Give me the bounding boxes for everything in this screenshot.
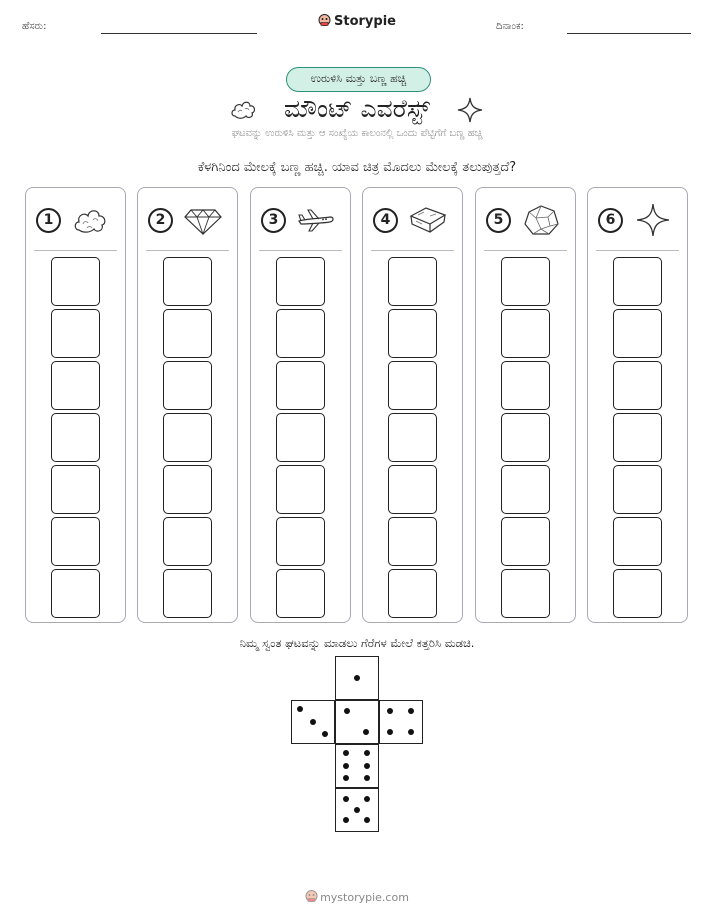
color-box[interactable]: [613, 257, 662, 306]
color-box[interactable]: [388, 257, 437, 306]
die-pip: [408, 729, 414, 735]
color-box[interactable]: [501, 257, 550, 306]
footer: [0, 889, 714, 904]
column-divider: [259, 250, 342, 251]
die-pip: [387, 708, 393, 714]
color-box[interactable]: [163, 517, 212, 566]
column-number: 1: [36, 208, 61, 233]
color-box[interactable]: [501, 309, 550, 358]
date-label: ದಿನಾಂಕ:: [496, 21, 524, 32]
die-face-3: [291, 700, 335, 744]
dice-instruction: ನಿಮ್ಮ ಸ್ವಂತ ಘಟವನ್ನು ಮಾಡಲು ಗೆರೆಗಳ ಮೇಲೆ ಕತ್ತರಿಸಿ ಮಡಚಿ.: [239, 636, 475, 650]
color-box[interactable]: [388, 413, 437, 462]
brand-name: Storypie: [334, 14, 396, 29]
die-pip: [343, 817, 349, 823]
color-box[interactable]: [388, 517, 437, 566]
diamond-icon: [183, 202, 223, 238]
page-title: ಮೌಂಟ್ ಎವರೆಸ್ಟ್: [283, 94, 431, 123]
sparkle-icon: [456, 96, 484, 124]
column-number: 2: [148, 208, 173, 233]
brand-logo: [0, 13, 714, 29]
color-box[interactable]: [501, 465, 550, 514]
column-header: [138, 202, 237, 242]
die-pip: [354, 675, 360, 681]
die-pip: [310, 719, 316, 725]
die-pip: [408, 708, 414, 714]
die-face-5: [335, 788, 379, 832]
color-box[interactable]: [276, 361, 325, 410]
column-4: [362, 187, 463, 623]
color-box[interactable]: [613, 517, 662, 566]
die-face-1: [335, 656, 379, 700]
die-pip: [364, 796, 370, 802]
column-divider: [596, 250, 679, 251]
die-pip: [343, 796, 349, 802]
color-box[interactable]: [163, 413, 212, 462]
color-box[interactable]: [163, 309, 212, 358]
column-2: [137, 187, 238, 623]
color-box[interactable]: [613, 361, 662, 410]
column-header: [251, 202, 350, 242]
color-box[interactable]: [51, 569, 100, 618]
die-face-4: [379, 700, 423, 744]
color-box[interactable]: [388, 465, 437, 514]
color-box[interactable]: [163, 257, 212, 306]
color-box[interactable]: [501, 361, 550, 410]
color-box[interactable]: [613, 309, 662, 358]
title-row: [0, 92, 714, 126]
die-face-6: [335, 744, 379, 788]
color-box[interactable]: [276, 413, 325, 462]
color-box[interactable]: [501, 517, 550, 566]
color-box[interactable]: [51, 517, 100, 566]
sparkle-icon: [633, 202, 673, 238]
color-box[interactable]: [613, 465, 662, 514]
die-pip: [344, 708, 350, 714]
die-pip: [297, 706, 303, 712]
color-box[interactable]: [276, 517, 325, 566]
column-divider: [484, 250, 567, 251]
die-pip: [387, 729, 393, 735]
color-box[interactable]: [613, 413, 662, 462]
column-header: [363, 202, 462, 242]
airplane-icon: [296, 202, 336, 238]
question: ಕೆಳಗಿನಿಂದ ಮೇಲಕ್ಕೆ ಬಣ್ಣ ಹಚ್ಚಿ. ಯಾವ ಚಿತ್ರ ಮೊದಲು ಮೇಲಕ್ಕೆ ತಲುಪುತ್ತದೆ?: [197, 160, 517, 175]
color-box[interactable]: [163, 569, 212, 618]
color-box[interactable]: [501, 569, 550, 618]
color-box[interactable]: [388, 569, 437, 618]
date-line: [567, 33, 691, 34]
color-box[interactable]: [276, 257, 325, 306]
die-pip: [354, 807, 360, 813]
column-number: 4: [373, 208, 398, 233]
column-divider: [371, 250, 454, 251]
cloud-icon: [229, 96, 257, 122]
column-1: [25, 187, 126, 623]
die-face-2: [335, 700, 379, 744]
column-divider: [146, 250, 229, 251]
color-box[interactable]: [163, 465, 212, 514]
die-pip: [343, 763, 349, 769]
die-pip: [364, 775, 370, 781]
cloud-icon: [71, 202, 111, 238]
mascot-icon: [305, 889, 318, 903]
activity-tag: ಉರುಳಿಸಿ ಮತ್ತು ಬಣ್ಣ ಹಚ್ಚಿ: [286, 67, 431, 92]
column-header: [588, 202, 687, 242]
column-5: [475, 187, 576, 623]
color-box[interactable]: [51, 309, 100, 358]
column-header: [476, 202, 575, 242]
die-pip: [343, 750, 349, 756]
column-header: [26, 202, 125, 242]
color-box[interactable]: [613, 569, 662, 618]
color-box[interactable]: [51, 257, 100, 306]
ice-block-icon: [408, 202, 448, 238]
color-box[interactable]: [51, 413, 100, 462]
subtitle: ಘಟವನ್ನು ಉರುಳಿಸಿ ಮತ್ತು ಆ ಸಂಖ್ಯೆಯ ಕಾಲಂನಲ್ಲಿ ಒಂದು ಪೆಟ್ಟಿಗೆಗೆ ಬಣ್ಣ ಹಚ್ಚಿ: [231, 128, 483, 139]
die-pip: [364, 817, 370, 823]
column-number: 5: [486, 208, 511, 233]
color-box[interactable]: [51, 465, 100, 514]
color-box[interactable]: [276, 309, 325, 358]
column-3: [250, 187, 351, 623]
die-pip: [343, 775, 349, 781]
rock-icon: [521, 202, 561, 238]
footer-url: mystorypie.com: [320, 891, 409, 904]
die-pip: [363, 729, 369, 735]
color-box[interactable]: [388, 361, 437, 410]
name-line: [101, 33, 257, 34]
color-box[interactable]: [501, 413, 550, 462]
name-label: ಹೆಸರು:: [22, 21, 47, 32]
color-box[interactable]: [388, 309, 437, 358]
color-box[interactable]: [276, 569, 325, 618]
die-pip: [364, 750, 370, 756]
color-box[interactable]: [163, 361, 212, 410]
color-box[interactable]: [51, 361, 100, 410]
column-divider: [34, 250, 117, 251]
die-pip: [364, 763, 370, 769]
color-box[interactable]: [276, 465, 325, 514]
column-number: 3: [261, 208, 286, 233]
column-6: [587, 187, 688, 623]
column-number: 6: [598, 208, 623, 233]
mascot-icon: [318, 13, 331, 27]
die-pip: [322, 731, 328, 737]
